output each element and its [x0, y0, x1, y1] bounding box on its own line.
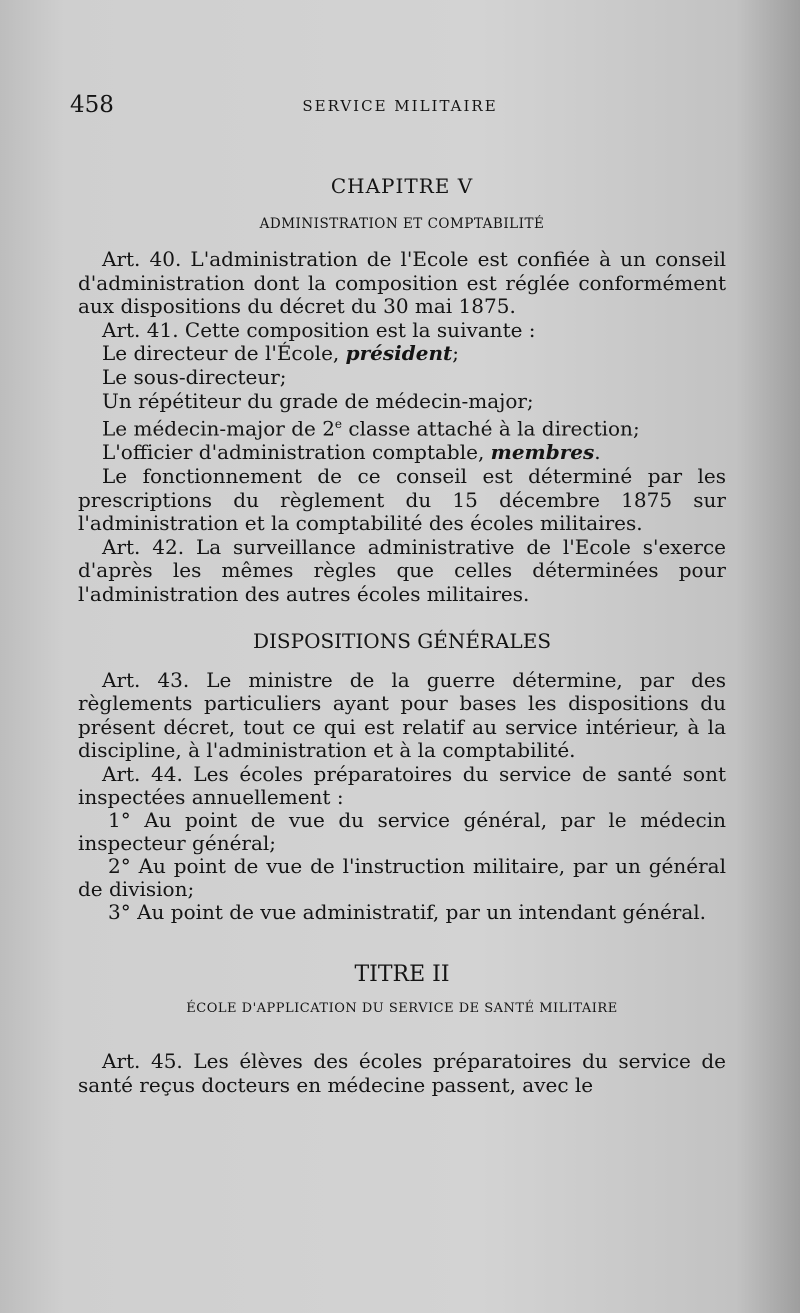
article-41-intro: Art. 41. Cette composition est la suivante :: [102, 317, 536, 342]
article-41-paragraph: Le fonctionnement de ce conseil est déterminé par les prescriptions du règlement du 15 décembre 1875 sur l'administration et la comptabilité des écoles militaires.: [78, 464, 726, 536]
titre-subtitle: ÉCOLE D'APPLICATION DU SERVICE DE SANTÉ MILITAIRE: [186, 1000, 618, 1016]
article-44-point-1: 1° Au point de vue du service général, par le médecin inspecteur général;: [78, 807, 726, 855]
article-41-line-4: Le médecin-major de 2e classe attaché à la direction;: [102, 416, 640, 441]
article-44-point-3: 3° Au point de vue administratif, par un intendant général.: [108, 899, 707, 924]
article-42: Art. 42. La surveillance administrative de l'Ecole s'exerce d'après les mêmes règles que celles déterminées pour l'administration des autres écoles militaires.: [78, 534, 726, 606]
article-44-point-2: 2° Au point de vue de l'instruction militaire, par un général de division;: [78, 853, 726, 901]
article-41: [78, 319, 726, 536]
page-number: 458: [70, 92, 114, 118]
article-44-intro: Art. 44. Les écoles préparatoires du service de santé sont inspectées annuellement :: [78, 761, 726, 809]
article-43: Art. 43. Le ministre de la guerre détermine, par des règlements particuliers ayant pour bases les dispositions du présent décret, tout ce qui est relatif au service intérieur, à la discipline, à l'administration et à la comptabilité.: [78, 667, 726, 763]
article-45: Art. 45. Les élèves des écoles préparatoires du service de santé reçus docteurs en médecine passent, avec le: [78, 1048, 726, 1097]
page-header: [70, 92, 730, 122]
article-40: Art. 40. L'administration de l'Ecole est confiée à un conseil d'administration dont la composition est réglée conformément aux dispositions du décret du 30 mai 1875.: [78, 247, 726, 319]
role-membres: membres: [490, 440, 595, 465]
chapter-subtitle: ADMINISTRATION ET COMPTABILITÉ: [259, 216, 545, 232]
article-41-line-5: L'officier d'administration comptable, membres.: [102, 440, 601, 465]
chapter-title: CHAPITRE V: [330, 174, 474, 198]
article-41-line-3: Un répétiteur du grade de médecin-major;: [102, 388, 534, 413]
role-president: président: [345, 341, 453, 366]
article-41-line-2: Le sous-directeur;: [102, 364, 287, 389]
titre-title: TITRE II: [354, 961, 450, 987]
article-41-line-1: Le directeur de l'École, président;: [102, 341, 459, 366]
section-title: DISPOSITIONS GÉNÉRALES: [252, 628, 552, 653]
article-44: [78, 763, 726, 924]
running-title: SERVICE MILITAIRE: [302, 97, 498, 115]
page-content: [78, 170, 726, 1097]
